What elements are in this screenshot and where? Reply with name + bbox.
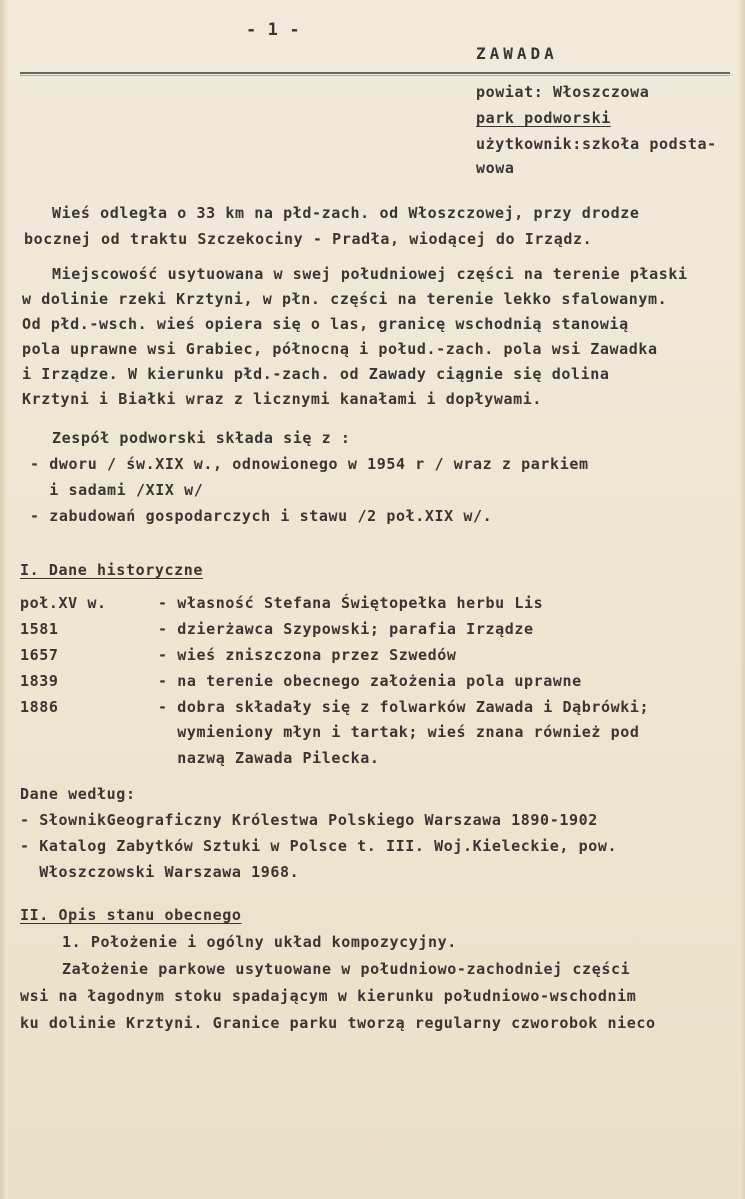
- header-rule-shadow: [20, 75, 730, 76]
- header-rule: [20, 72, 730, 74]
- history-text: - dobra składały się z folwarków Zawada i Dąbrówki;: [158, 698, 650, 716]
- history-date: 1581: [20, 620, 59, 638]
- history-date: poł.XV w.: [20, 594, 107, 612]
- history-text: - dzierżawca Szypowski; parafia Irządze: [158, 620, 534, 638]
- source-line: - Katalog Zabytków Sztuki w Polsce t. III. Woj.Kieleckie, pow.: [20, 837, 618, 855]
- intro-line: Wieś odległa o 33 km na płd-zach. od Włoszczowej, przy drodze: [52, 204, 640, 222]
- history-date: 1657: [20, 646, 59, 664]
- page-edge-right: [739, 0, 745, 1199]
- location-line: i Irządze. W kierunku płd.-zach. od Zawady ciągnie się dolina: [22, 365, 610, 383]
- location-line: w dolinie rzeki Krztyni, w płn. części na terenie lekko sfalowanym.: [22, 290, 668, 308]
- location-line: Od płd.-wsch. wieś opiera się o las, granicę wschodnią stanowią: [22, 315, 629, 333]
- complex-line: i sadami /XIX w/: [30, 481, 204, 499]
- subsection-heading: 1. Położenie i ogólny układ kompozycyjny.: [62, 933, 457, 951]
- meta-park-type: park podworski: [476, 109, 611, 127]
- page-edge-left: [0, 0, 8, 1199]
- page-number: - 1 -: [246, 20, 301, 40]
- source-line: - SłownikGeograficzny Królestwa Polskiego Warszawa 1890-1902: [20, 811, 598, 829]
- meta-user: użytkownik:szkoła podsta-: [476, 135, 717, 153]
- intro-line: bocznej od traktu Szczekociny - Pradła, wiodącej do Irządz.: [24, 230, 593, 248]
- location-line: Miejscowość usytuowana w swej południowej części na terenie płaski: [52, 265, 688, 283]
- history-text: nazwą Zawada Pilecka.: [158, 749, 380, 767]
- location-line: Krztyni i Białki wraz z licznymi kanałami i dopływami.: [22, 390, 543, 408]
- body-line: Założenie parkowe usytuowane w południowo-zachodniej części: [62, 960, 631, 978]
- history-date: 1839: [20, 672, 59, 690]
- section-heading-historical: I. Dane historyczne: [20, 561, 203, 579]
- history-text: - własność Stefana Świętopełka herbu Lis: [158, 594, 544, 612]
- history-text: - wieś zniszczona przez Szwedów: [158, 646, 457, 664]
- document-title: ZAWADA: [476, 44, 558, 63]
- complex-line: Zespół podworski składa się z :: [52, 429, 351, 447]
- section-heading-current-state: II. Opis stanu obecnego: [20, 906, 242, 924]
- history-text: - na terenie obecnego założenia pola uprawne: [158, 672, 582, 690]
- meta-user-cont: wowa: [476, 159, 515, 177]
- history-text: wymieniony młyn i tartak; wieś znana również pod: [158, 723, 640, 741]
- sources-label: Dane według:: [20, 785, 136, 803]
- history-date: 1886: [20, 698, 59, 716]
- complex-line: - dworu / św.XIX w., odnowionego w 1954 r / wraz z parkiem: [30, 455, 589, 473]
- location-line: pola uprawne wsi Grabiec, północną i połud.-zach. pola wsi Zawadka: [22, 340, 658, 358]
- body-line: wsi na łagodnym stoku spadającym w kierunku południowo-wschodnim: [20, 987, 637, 1005]
- source-line: Włoszczowski Warszawa 1968.: [20, 863, 300, 881]
- complex-line: - zabudowań gospodarczych i stawu /2 poł.XIX w/.: [30, 507, 493, 525]
- meta-county: powiat: Włoszczowa: [476, 83, 650, 101]
- body-line: ku dolinie Krztyni. Granice parku tworzą regularny czworobok nieco: [20, 1014, 656, 1032]
